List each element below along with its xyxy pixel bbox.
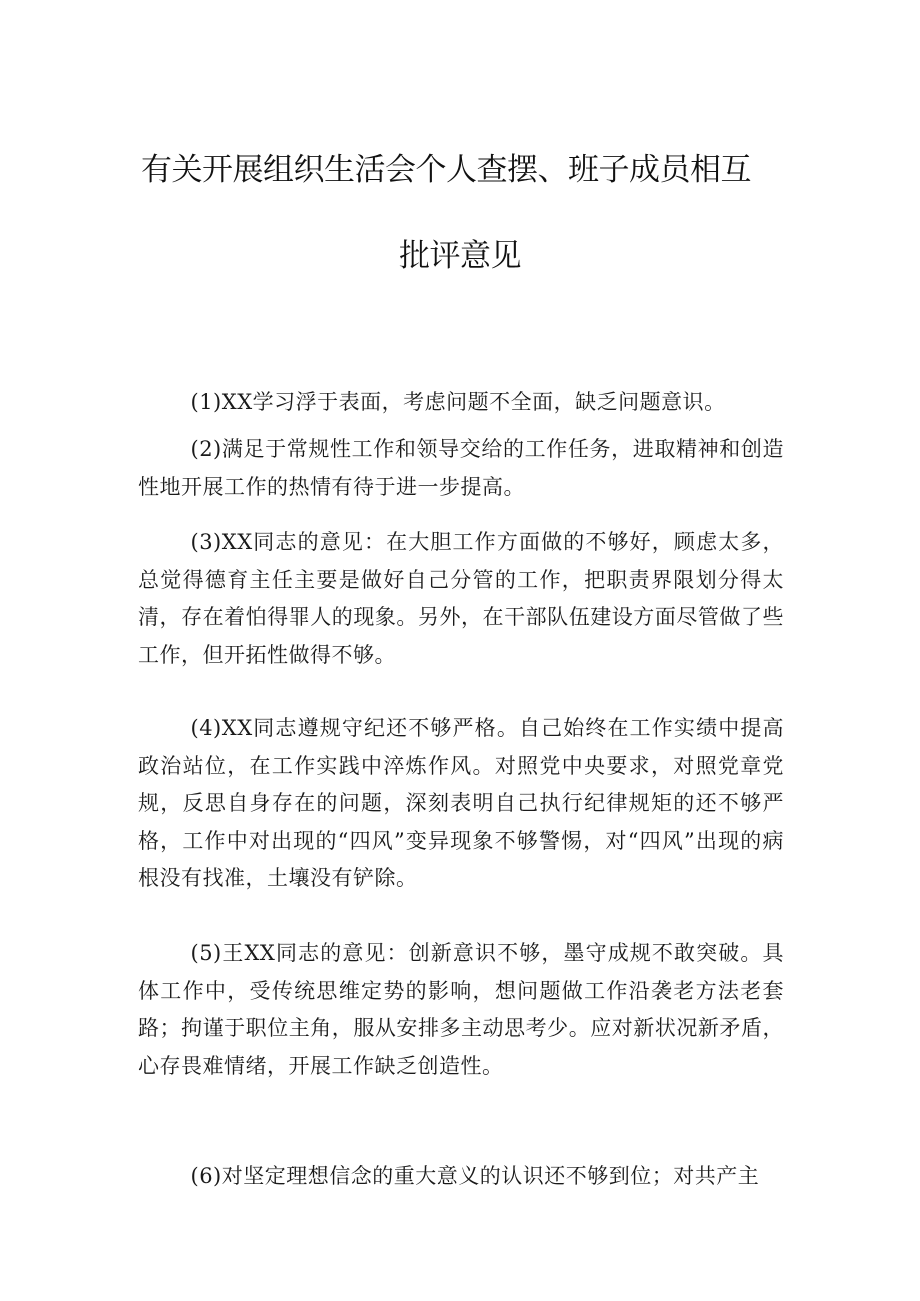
paragraph-5: (5)王XX同志的意见：创新意识不够，墨守成规不敢突破。具体工作中，受传统思维定势的影响，想问题做工作沿袭老方法老套路；拘谨于职位主角，服从安排多主动思考少。应对新状况新矛盾，心存畏难情绪，开展工作缺乏创造性。 (138, 941, 784, 1078)
paragraph-2: (2)满足于常规性工作和领导交给的工作任务，进取精神和创造性地开展工作的热情有待于进一步提高。 (138, 437, 784, 499)
paragraph-6: (6)对坚定理想信念的重大意义的认识还不够到位；对共产主 (190, 1164, 760, 1188)
paragraph-3: (3)XX同志的意见：在大胆工作方面做的不够好，顾虑太多，总觉得德育主任主要是做好自己分管的工作，把职责界限划分得太清，存在着怕得罪人的现象。另外，在干部队伍建设方面尽管做了些工作，但开拓性做得不够。 (138, 530, 784, 667)
paragraph-4: (4)XX同志遵规守纪还不够严格。自己始终在工作实绩中提高政治站位，在工作实践中淬炼作风。对照党中央要求，对照党章党规，反思自身存在的问题，深刻表明自己执行纪律规矩的还不够严格，工作中对出现的“四风”变异现象不够警惕，对“四风”出现的病根没有找准，土壤没有铲除。 (138, 716, 784, 891)
document-title-line-2: 批评意见 (399, 238, 521, 274)
document-title-line-1: 有关开展组织生活会个人查摆、班子成员相互 (141, 152, 751, 188)
paragraph-1: (1)XX学习浮于表面，考虑问题不全面，缺乏问题意识。 (190, 390, 726, 414)
